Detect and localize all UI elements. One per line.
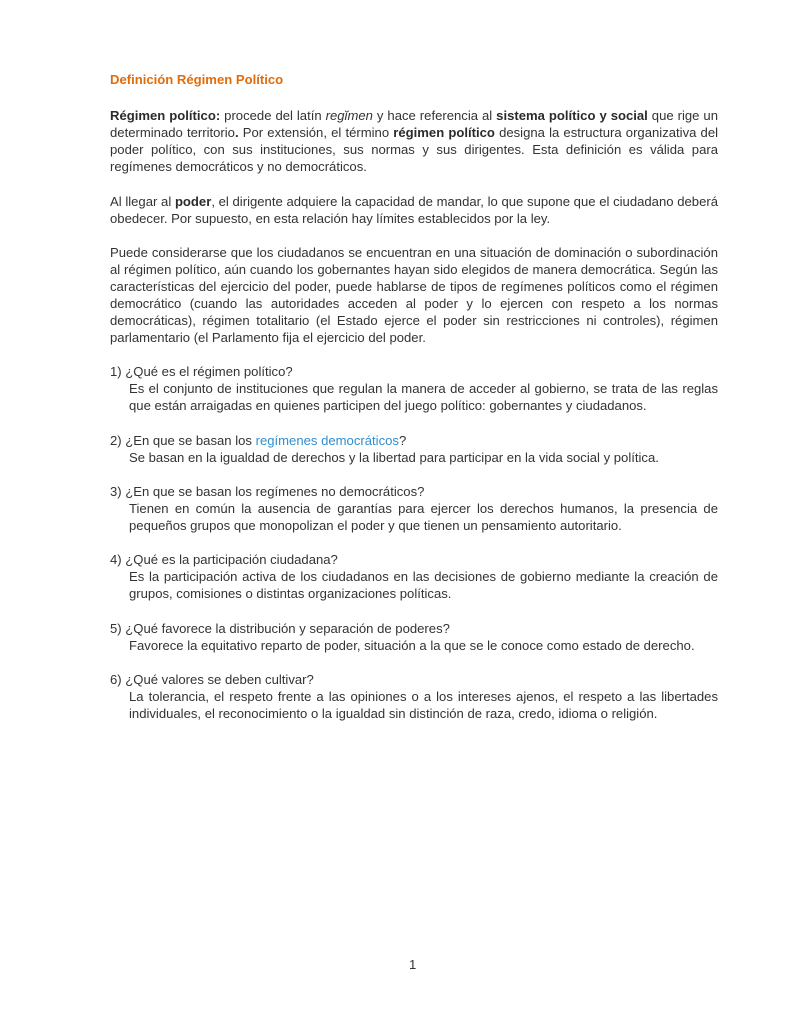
- qa-item: [110, 671, 718, 722]
- document-title: Definición Régimen Político: [110, 72, 284, 87]
- answer: La tolerancia, el respeto frente a las opiniones o a los intereses ajenos, el respeto a las libertades individuales, el reconocimiento o la igualdad sin distinción de raza, credo, idioma o religión.: [129, 689, 718, 721]
- text-span: 2) ¿En que se basan los: [110, 433, 256, 448]
- page-number: 1: [409, 957, 417, 972]
- text-span: Por extensión, el término: [238, 125, 394, 140]
- qa-item: [110, 483, 718, 534]
- text-span: y hace referencia al: [372, 108, 497, 123]
- bold-term: régimen político: [393, 125, 495, 140]
- qa-item: [110, 551, 718, 602]
- link-regimenes-democraticos[interactable]: regímenes democráticos: [255, 433, 399, 448]
- paragraph-definition: [110, 107, 718, 175]
- term-lead: Régimen político:: [110, 108, 221, 123]
- qa-item: [110, 363, 718, 414]
- text-span: que rige un determinado territorio: [110, 108, 718, 140]
- text-span: Al llegar al: [110, 194, 175, 209]
- answer: Es la participación activa de los ciudadanos en las decisiones de gobierno mediante la creación de grupos, comisiones o distintas organizaciones políticas.: [129, 569, 718, 601]
- answer: Se basan en la igualdad de derechos y la libertad para participar en la vida social y política.: [129, 450, 659, 465]
- question: 6) ¿Qué valores se deben cultivar?: [110, 672, 314, 687]
- qa-item: [110, 432, 718, 466]
- bold-term: sistema político y social: [496, 108, 648, 123]
- answer: Es el conjunto de instituciones que regulan la manera de acceder al gobierno, se trata de las reglas que están arraigadas en quienes participen del juego político: gobernantes y ciudadanos.: [129, 381, 718, 413]
- text-span: designa la estructura organizativa del poder político, con sus instituciones, sus normas y sus dirigentes. Esta definición es válida para regímenes democráticos y no democráticos.: [110, 125, 719, 174]
- question: [110, 432, 718, 449]
- question: 1) ¿Qué es el régimen político?: [110, 364, 293, 379]
- latin-term: regĭmen: [325, 108, 373, 123]
- text-span: ?: [398, 433, 407, 448]
- question: 4) ¿Qué es la participación ciudadana?: [110, 552, 338, 567]
- paragraph-types: Puede considerarse que los ciudadanos se encuentran en una situación de dominación o subordinación al régimen político, aún cuando los gobernantes hayan sido elegidos de manera democrática. Según las características del ejercicio del poder, puede hablarse de tipos de regímenes políticos como el régimen democrático (cuando las autoridades acceden al poder y lo ejercen con respeto a los normas democráticas), régimen totalitario (el Estado ejerce el poder sin restricciones ni controles), régimen parlamentario (el Parlamento fija el ejercicio del poder.: [110, 245, 718, 345]
- question: 3) ¿En que se basan los regímenes no democráticos?: [110, 484, 425, 499]
- text-span: procede del latín: [220, 108, 326, 123]
- answer: Favorece la equitativo reparto de poder, situación a la que se le conoce como estado de derecho.: [129, 638, 695, 653]
- bold-dot: .: [234, 125, 239, 140]
- paragraph-power: [110, 193, 718, 227]
- bold-term: poder: [174, 194, 212, 209]
- answer: Tienen en común la ausencia de garantías para ejercer los derechos humanos, la presencia de pequeños grupos que monopolizan el poder y que tienen un pensamiento autoritario.: [129, 501, 718, 533]
- question: 5) ¿Qué favorece la distribución y separación de poderes?: [110, 621, 450, 636]
- qa-item: [110, 620, 718, 654]
- text-span: , el dirigente adquiere la capacidad de mandar, lo que supone que el ciudadano deberá obedecer. Por supuesto, en esta relación hay límites establecidos por la ley.: [110, 194, 718, 226]
